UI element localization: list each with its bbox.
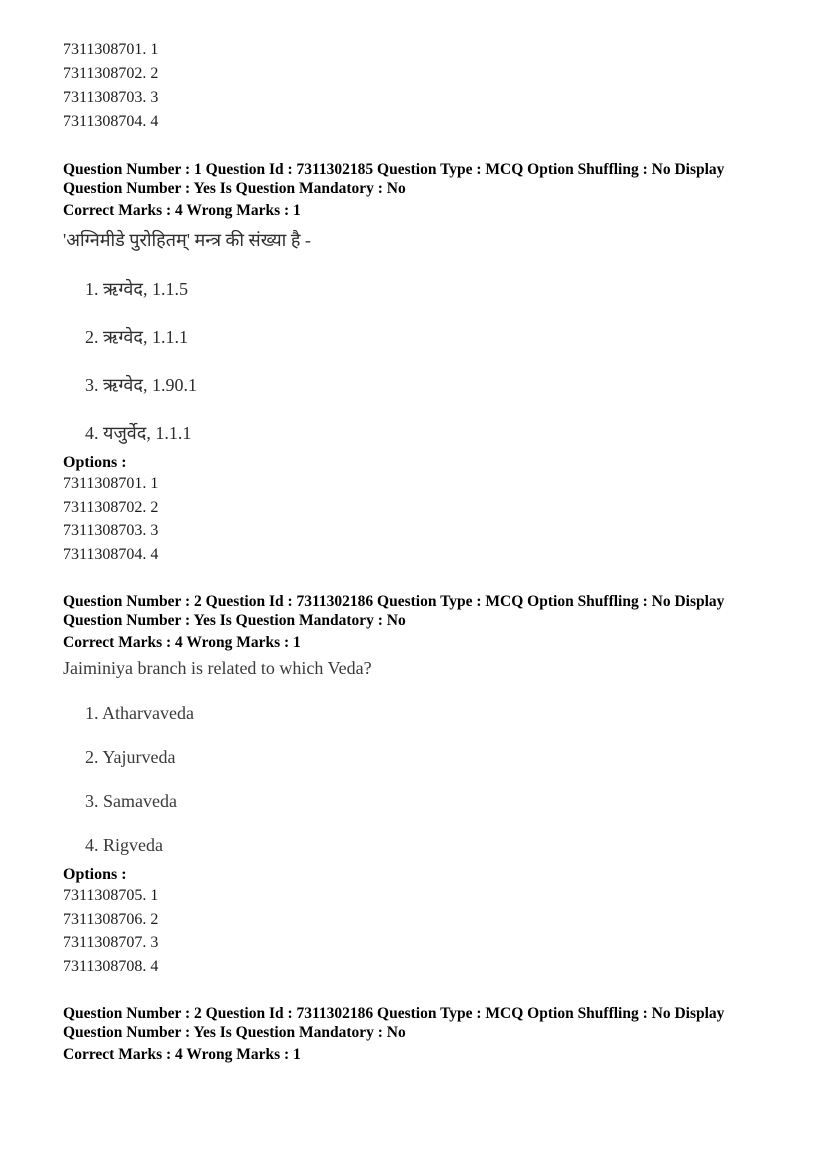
option-id-line: 7311308701. 1 [63, 475, 159, 492]
choice-1: 1. ऋग्वेद, 1.1.5 [85, 279, 188, 299]
choice-3: 3. Samaveda [85, 791, 177, 811]
question-block-2-repeat [63, 1004, 766, 1065]
question-block-2 [63, 592, 766, 978]
option-id-line: 7311308702. 2 [63, 65, 159, 82]
question-meta-line-1: Question Number : 2 Question Id : 7311302186 Question Type : MCQ Option Shuffling : No Display [63, 1005, 725, 1022]
option-id-list [63, 884, 766, 978]
option-id-list [63, 472, 766, 566]
question-meta-line-2: Question Number : Yes Is Question Mandatory : No [63, 1024, 406, 1041]
option-id-line: 7311308703. 3 [63, 522, 159, 539]
question-text: 'अग्निमीडे पुरोहितम्' मन्त्र की संख्या है - [63, 230, 311, 250]
question-meta-line-1: Question Number : 1 Question Id : 7311302185 Question Type : MCQ Option Shuffling : No Display [63, 161, 725, 178]
question-meta-line-2: Question Number : Yes Is Question Mandatory : No [63, 612, 406, 629]
marks-line: Correct Marks : 4 Wrong Marks : 1 [63, 1046, 301, 1063]
option-id-line: 7311308704. 4 [63, 113, 159, 130]
options-label: Options : [63, 454, 127, 471]
marks-line: Correct Marks : 4 Wrong Marks : 1 [63, 202, 301, 219]
option-id-line: 7311308703. 3 [63, 89, 159, 106]
question-meta-line-1: Question Number : 2 Question Id : 7311302186 Question Type : MCQ Option Shuffling : No Display [63, 593, 725, 610]
option-id-line: 7311308705. 1 [63, 887, 159, 904]
question-block-1 [63, 160, 766, 566]
option-id-line: 7311308702. 2 [63, 498, 159, 516]
option-id-line: 7311308701. 1 [63, 41, 159, 58]
choice-2: 2. Yajurveda [85, 747, 176, 767]
option-id-line: 7311308704. 4 [63, 545, 159, 563]
option-id-line: 7311308708. 4 [63, 957, 159, 975]
choice-2: 2. ऋग्वेद, 1.1.1 [85, 327, 188, 347]
question-meta-line-2: Question Number : Yes Is Question Mandatory : No [63, 180, 406, 197]
marks-line: Correct Marks : 4 Wrong Marks : 1 [63, 634, 301, 651]
option-id-line: 7311308707. 3 [63, 934, 159, 951]
choice-3: 3. ऋग्वेद, 1.90.1 [85, 375, 197, 395]
orphan-options-block [63, 38, 766, 134]
choice-4: 4. Rigveda [85, 835, 163, 855]
choice-1: 1. Atharvaveda [85, 703, 194, 723]
options-label: Options : [63, 866, 127, 883]
question-text: Jaiminiya branch is related to which Veda? [63, 658, 372, 678]
option-id-line: 7311308706. 2 [63, 910, 159, 928]
choice-4: 4. यजुर्वेद, 1.1.1 [85, 423, 192, 443]
